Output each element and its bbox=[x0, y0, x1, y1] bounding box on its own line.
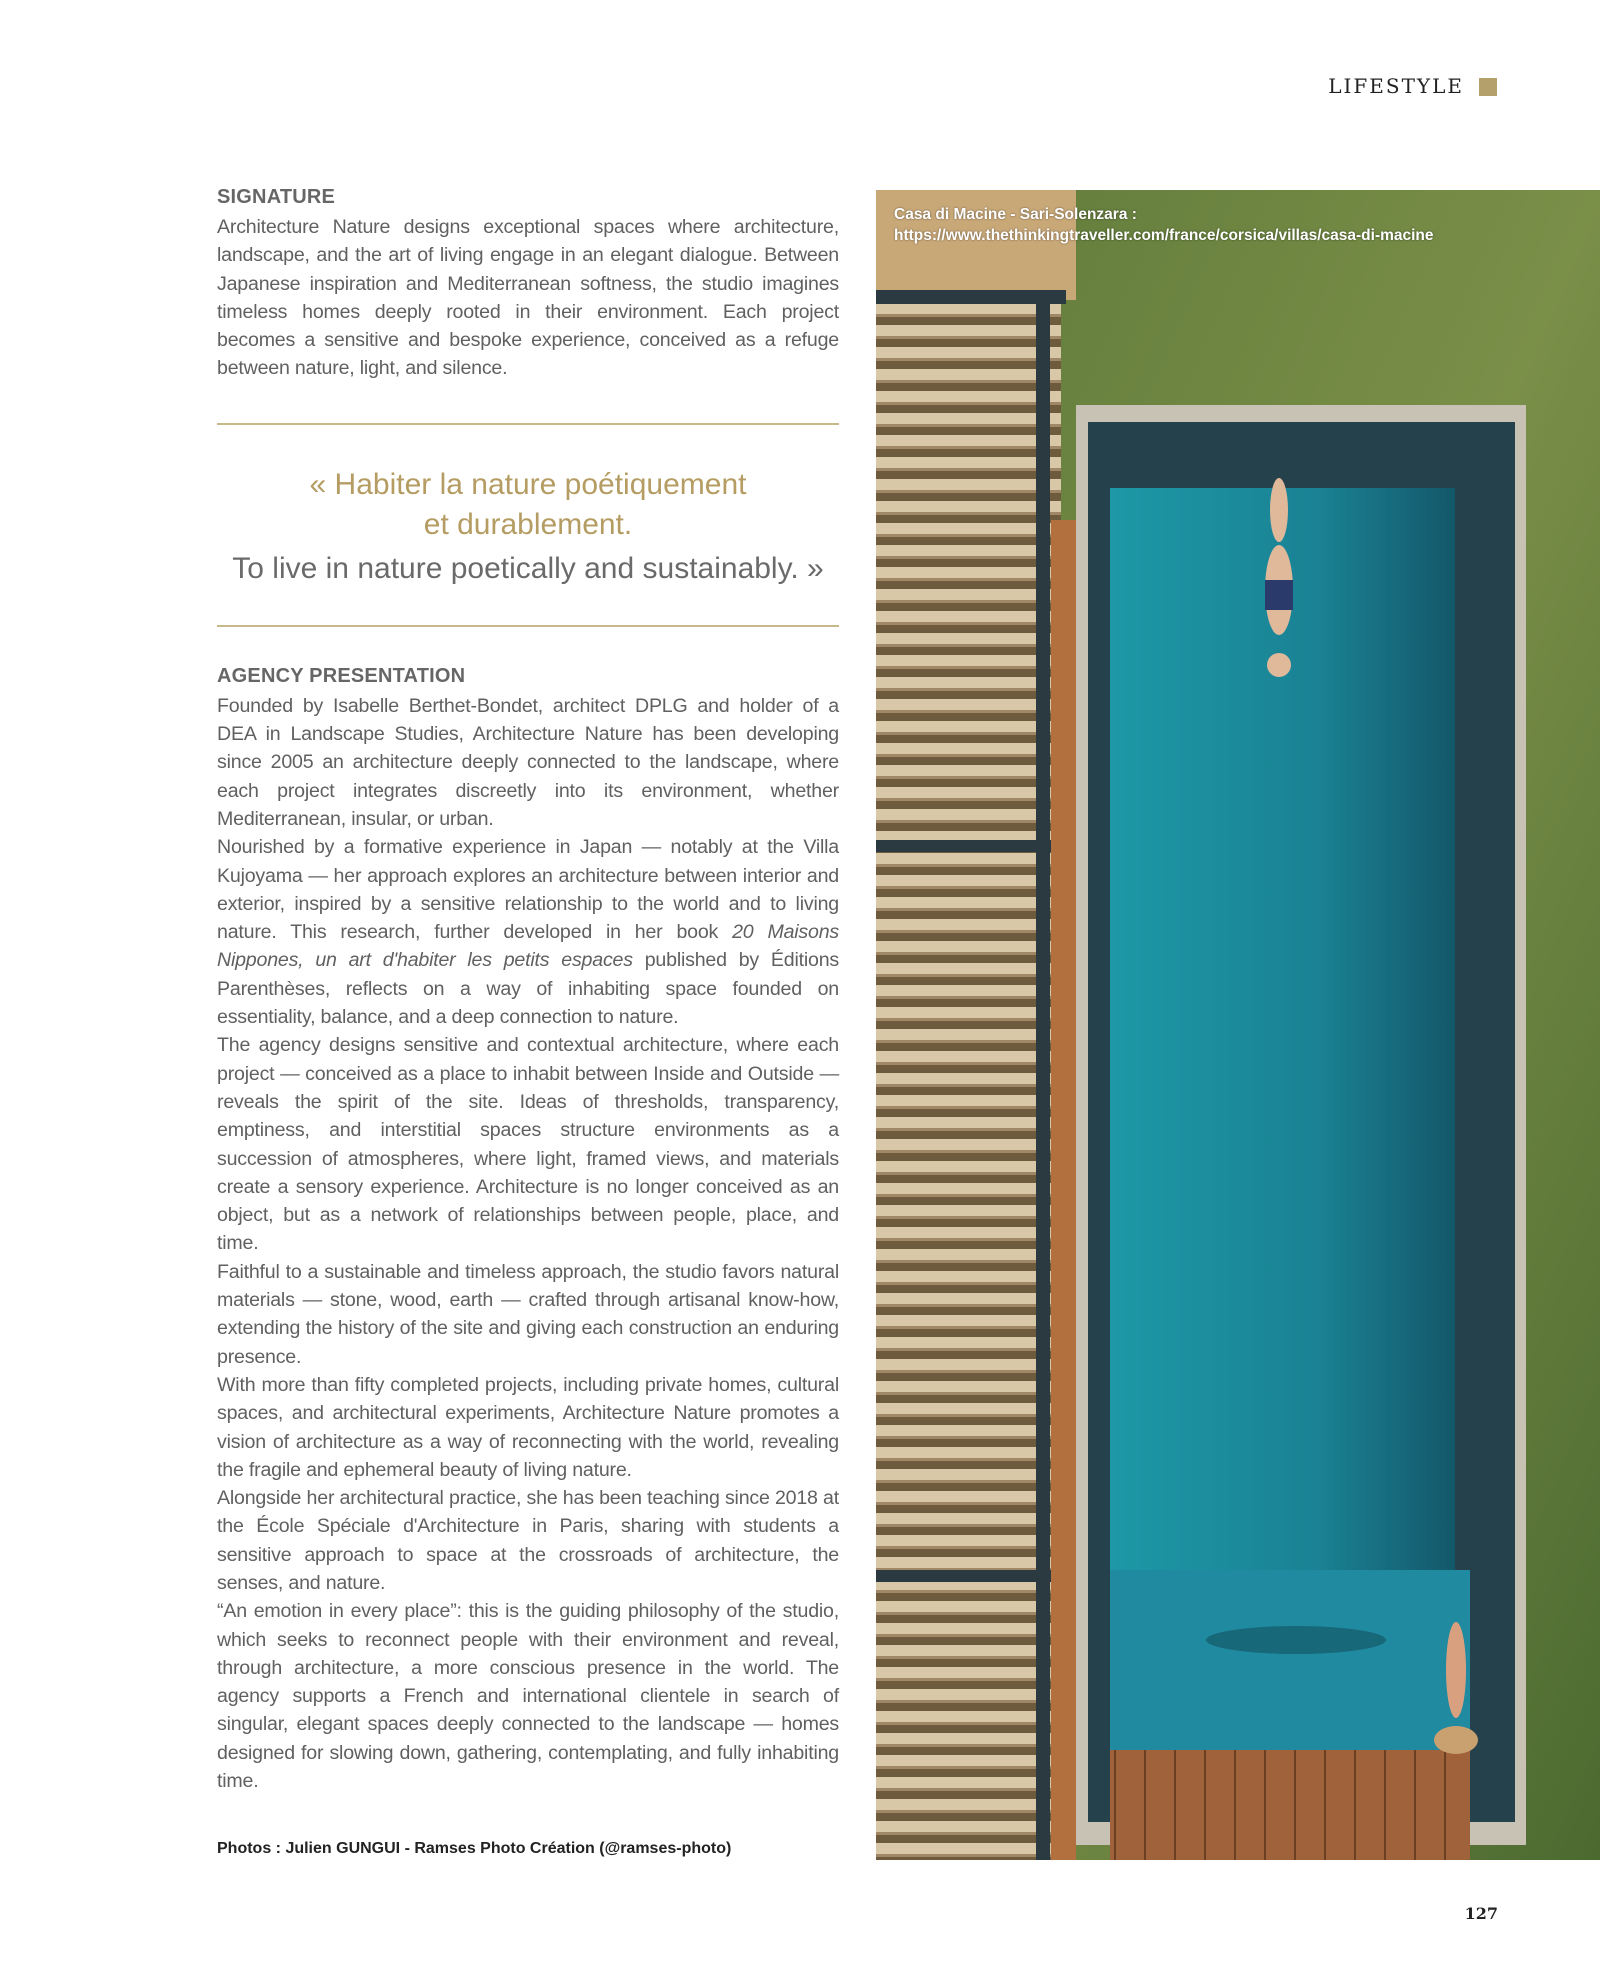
pool-illustration bbox=[876, 190, 1600, 1860]
quote-fr-line2: et durablement. bbox=[423, 507, 633, 541]
agency-paragraph: Alongside her architectural practice, she has been teaching since 2018 at the École Spéciale d'Architecture in Paris, sharing with students a sensitive approach to space at the crossroads of architecture, the senses, and nature. bbox=[217, 1487, 839, 1594]
aerial-pool-photo bbox=[876, 190, 1600, 1860]
page-number: 127 bbox=[1464, 1904, 1498, 1923]
caption-url[interactable]: https://www.thethinkingtraveller.com/france/corsica/villas/casa-di-macine bbox=[894, 227, 1434, 244]
agency-paragraph: “An emotion in every place”: this is the guiding philosophy of the studio, which seeks to reconnect people with their environment and reveal, through architecture, a more conscious presence in the world. The agency supports a French and international clientele in search of singular, elegant spaces deeply connected to the landscape — homes designed for slowing down, gathering, contemplating, and fully inhabiting time. bbox=[217, 1600, 839, 1793]
agency-paragraph bbox=[217, 833, 839, 1031]
caption-line: Casa di Macine - Sari-Solenzara : bbox=[894, 206, 1137, 223]
book-title: 20 Maisons Nippones, un art d'habiter les petits espaces bbox=[217, 921, 840, 972]
signature-text: Architecture Nature designs exceptional spaces where architecture, landscape, and the art of living engage in an elegant dialogue. Between Japanese inspiration and Mediterranean softness, the studio imagines timeless homes deeply rooted in their environment. Each project becomes a sensitive and bespoke experience, conceived as a refuge between nature, light, and silence. bbox=[217, 216, 839, 380]
signature-heading: SIGNATURE bbox=[217, 186, 336, 208]
agency-heading: AGENCY PRESENTATION bbox=[217, 664, 466, 687]
agency-text-span: published by Éditions Parenthèses, reflects on a way of inhabiting space founded on essentiality, balance, and a deep connection to nature. bbox=[217, 949, 839, 1029]
agency-text-span: Nourished by a formative experience in Japan — notably at the Villa Kujoyama — her approach explores an architecture between interior and exterior, inspired by a sensitive relationship to the world and to living nature. This research, further developed in her book bbox=[217, 836, 839, 944]
quote-fr-line1: « Habiter la nature poétiquement bbox=[309, 467, 747, 501]
agency-paragraph: With more than fifty completed projects, including private homes, cultural spaces, and architectural experiments, Architecture Nature promotes a vision of architecture as a way of reconnecting with the world, revealing the fragile and ephemeral beauty of living nature. bbox=[217, 1373, 839, 1481]
photo-credit: Photos : Julien GUNGUI - Ramses Photo Création (@ramses-photo) bbox=[217, 1840, 732, 1857]
agency-text bbox=[217, 692, 839, 1796]
photo-caption bbox=[894, 204, 1434, 246]
section-marker bbox=[1479, 78, 1497, 96]
agency-paragraph: The agency designs sensitive and contextual architecture, where each project — conceived as a place to inhabit between Inside and Outside — reveals the spirit of the site. Ideas of thresholds, transparency, emptiness, and interstitial spaces structure environments as a succession of atmospheres, where light, framed views, and materials create a sensory experience. Architecture is no longer conceived as an object, but as a network of relationships between people, place, and time. bbox=[217, 1034, 839, 1255]
section-label: LIFESTYLE bbox=[1328, 74, 1464, 98]
quote-bottom-rule bbox=[217, 625, 839, 627]
pull-quote bbox=[217, 425, 839, 625]
quote-en: To live in nature poetically and sustainably. » bbox=[232, 551, 824, 585]
agency-paragraph: Faithful to a sustainable and timeless approach, the studio favors natural materials — stone, wood, earth — crafted through artisanal know-how, extending the history of the site and giving each construction an enduring presence. bbox=[217, 1260, 839, 1368]
article-column bbox=[217, 186, 839, 1795]
agency-paragraph: Founded by Isabelle Berthet-Bondet, architect DPLG and holder of a DEA in Landscape Studies, Architecture Nature has been developing since 2005 an architecture deeply connected to the landscape, where each project integrates discreetly into its environment, whether Mediterranean, insular, or urban. bbox=[217, 694, 839, 830]
